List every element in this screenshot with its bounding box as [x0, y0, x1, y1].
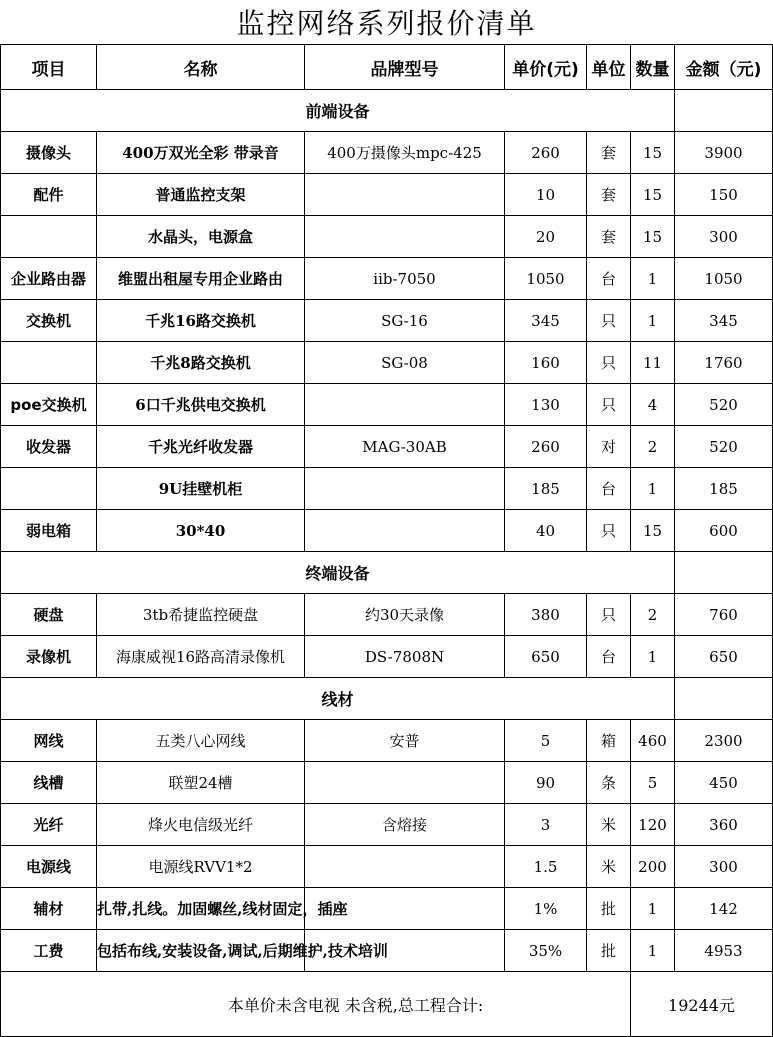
cell-name: 3tb希捷监控硬盘 [97, 594, 305, 636]
cell-price: 40 [505, 510, 587, 552]
page-title: 监控网络系列报价清单 [1, 0, 773, 45]
cell-unit: 批 [587, 888, 631, 930]
cell-name: 普通监控支架 [97, 174, 305, 216]
cell-name: 海康威视16路高清录像机 [97, 636, 305, 678]
cell-unit: 套 [587, 132, 631, 174]
cell-item: 弱电箱 [1, 510, 97, 552]
cell-name: 扎带,扎线。加固螺丝,线材固定，插座 [97, 888, 305, 930]
cell-unit: 台 [587, 468, 631, 510]
cell-qty: 1 [631, 258, 675, 300]
header-unit: 单位 [587, 45, 631, 90]
header-qty: 数量 [631, 45, 675, 90]
cell-unit: 只 [587, 384, 631, 426]
section-title: 线材 [1, 678, 675, 720]
cell-amount: 2300 [675, 720, 773, 762]
cell-item: 企业路由器 [1, 258, 97, 300]
cell-name: 水晶头，电源盒 [97, 216, 305, 258]
table-row [1, 930, 773, 972]
cell-name: 电源线RVV1*2 [97, 846, 305, 888]
cell-qty: 15 [631, 174, 675, 216]
header-row [1, 45, 773, 90]
cell-amount: 345 [675, 300, 773, 342]
cell-price: 3 [505, 804, 587, 846]
table-row [1, 510, 773, 552]
cell-qty: 15 [631, 510, 675, 552]
cell-model: 约30天录像 [305, 594, 505, 636]
cell-price: 260 [505, 132, 587, 174]
cell-model [305, 510, 505, 552]
cell-qty: 200 [631, 846, 675, 888]
table-row [1, 636, 773, 678]
section-row [1, 678, 773, 720]
cell-price: 10 [505, 174, 587, 216]
cell-qty: 5 [631, 762, 675, 804]
cell-unit: 只 [587, 342, 631, 384]
table-row [1, 132, 773, 174]
cell-unit: 箱 [587, 720, 631, 762]
header-item: 项目 [1, 45, 97, 90]
cell-unit: 米 [587, 846, 631, 888]
section-row [1, 90, 773, 132]
cell-item: 网线 [1, 720, 97, 762]
cell-model [305, 216, 505, 258]
cell-model: SG-16 [305, 300, 505, 342]
cell-price: 1050 [505, 258, 587, 300]
cell-model: SG-08 [305, 342, 505, 384]
cell-unit: 米 [587, 804, 631, 846]
cell-item: 配件 [1, 174, 97, 216]
table-row [1, 468, 773, 510]
total-value: 19244元 [631, 972, 773, 1037]
cell-name: 30*40 [97, 510, 305, 552]
cell-price: 1% [505, 888, 587, 930]
cell-name: 9U挂壁机柜 [97, 468, 305, 510]
cell-qty: 11 [631, 342, 675, 384]
cell-item: 光纤 [1, 804, 97, 846]
cell-model [305, 846, 505, 888]
cell-amount: 4953 [675, 930, 773, 972]
table-row [1, 258, 773, 300]
cell-amount: 1760 [675, 342, 773, 384]
section-title: 前端设备 [1, 90, 675, 132]
cell-qty: 2 [631, 594, 675, 636]
section-amount-blank [675, 678, 773, 720]
cell-amount: 760 [675, 594, 773, 636]
cell-unit: 条 [587, 762, 631, 804]
cell-unit: 台 [587, 258, 631, 300]
table-row [1, 384, 773, 426]
cell-qty: 2 [631, 426, 675, 468]
cell-item [1, 216, 97, 258]
cell-model: 含熔接 [305, 804, 505, 846]
cell-amount: 650 [675, 636, 773, 678]
cell-qty: 15 [631, 216, 675, 258]
cell-amount: 150 [675, 174, 773, 216]
footer-row [1, 972, 773, 1037]
header-amount: 金额（元) [675, 45, 773, 90]
cell-unit: 对 [587, 426, 631, 468]
cell-unit: 套 [587, 216, 631, 258]
cell-qty: 120 [631, 804, 675, 846]
cell-item: 硬盘 [1, 594, 97, 636]
total-label: 本单价未含电视 未含税,总工程合计: [1, 972, 631, 1037]
cell-item: 电源线 [1, 846, 97, 888]
cell-item: 交换机 [1, 300, 97, 342]
cell-qty: 1 [631, 300, 675, 342]
cell-qty: 1 [631, 888, 675, 930]
cell-price: 5 [505, 720, 587, 762]
cell-unit: 只 [587, 510, 631, 552]
cell-qty: 460 [631, 720, 675, 762]
cell-model [305, 174, 505, 216]
cell-model [305, 762, 505, 804]
cell-model: 400万摄像头mpc-425 [305, 132, 505, 174]
cell-name: 400万双光全彩 带录音 [97, 132, 305, 174]
cell-name: 千兆16路交换机 [97, 300, 305, 342]
cell-qty: 1 [631, 636, 675, 678]
cell-price: 160 [505, 342, 587, 384]
cell-item: 录像机 [1, 636, 97, 678]
cell-name: 维盟出租屋专用企业路由 [97, 258, 305, 300]
cell-amount: 142 [675, 888, 773, 930]
cell-model [305, 384, 505, 426]
cell-qty: 1 [631, 468, 675, 510]
header-price: 单价(元) [505, 45, 587, 90]
cell-model: iib-7050 [305, 258, 505, 300]
cell-price: 650 [505, 636, 587, 678]
cell-price: 1.5 [505, 846, 587, 888]
cell-amount: 300 [675, 846, 773, 888]
table-row [1, 720, 773, 762]
cell-name: 千兆8路交换机 [97, 342, 305, 384]
cell-item: 工费 [1, 930, 97, 972]
cell-qty: 4 [631, 384, 675, 426]
cell-model: MAG-30AB [305, 426, 505, 468]
cell-qty: 15 [631, 132, 675, 174]
cell-item [1, 468, 97, 510]
table-row [1, 426, 773, 468]
cell-model: 安普 [305, 720, 505, 762]
cell-item [1, 342, 97, 384]
table-row [1, 762, 773, 804]
cell-name: 五类八心网线 [97, 720, 305, 762]
cell-item: 辅材 [1, 888, 97, 930]
table-row [1, 342, 773, 384]
cell-unit: 套 [587, 174, 631, 216]
cell-price: 90 [505, 762, 587, 804]
table-row [1, 846, 773, 888]
cell-unit: 批 [587, 930, 631, 972]
cell-name: 6口千兆供电交换机 [97, 384, 305, 426]
cell-amount: 185 [675, 468, 773, 510]
cell-qty: 1 [631, 930, 675, 972]
header-name: 名称 [97, 45, 305, 90]
cell-price: 345 [505, 300, 587, 342]
cell-item: 收发器 [1, 426, 97, 468]
cell-amount: 1050 [675, 258, 773, 300]
cell-price: 380 [505, 594, 587, 636]
table-row [1, 174, 773, 216]
cell-amount: 450 [675, 762, 773, 804]
cell-model: DS-7808N [305, 636, 505, 678]
section-row [1, 552, 773, 594]
cell-price: 20 [505, 216, 587, 258]
header-model: 品牌型号 [305, 45, 505, 90]
cell-amount: 360 [675, 804, 773, 846]
table-row [1, 888, 773, 930]
table-row [1, 300, 773, 342]
cell-amount: 600 [675, 510, 773, 552]
cell-item: poe交换机 [1, 384, 97, 426]
cell-unit: 台 [587, 636, 631, 678]
cell-item: 摄像头 [1, 132, 97, 174]
cell-item: 线槽 [1, 762, 97, 804]
cell-model [305, 468, 505, 510]
section-amount-blank [675, 552, 773, 594]
cell-name: 联塑24槽 [97, 762, 305, 804]
cell-amount: 520 [675, 384, 773, 426]
cell-price: 260 [505, 426, 587, 468]
table-row [1, 804, 773, 846]
cell-unit: 只 [587, 594, 631, 636]
cell-name: 烽火电信级光纤 [97, 804, 305, 846]
cell-name: 包括布线,安装设备,调试,后期维护,技术培训 [97, 930, 305, 972]
cell-unit: 只 [587, 300, 631, 342]
cell-amount: 300 [675, 216, 773, 258]
section-title: 终端设备 [1, 552, 675, 594]
table-row [1, 594, 773, 636]
cell-name: 千兆光纤收发器 [97, 426, 305, 468]
table-row [1, 216, 773, 258]
cell-amount: 3900 [675, 132, 773, 174]
cell-price: 130 [505, 384, 587, 426]
cell-amount: 520 [675, 426, 773, 468]
cell-price: 185 [505, 468, 587, 510]
cell-price: 35% [505, 930, 587, 972]
section-amount-blank [675, 90, 773, 132]
